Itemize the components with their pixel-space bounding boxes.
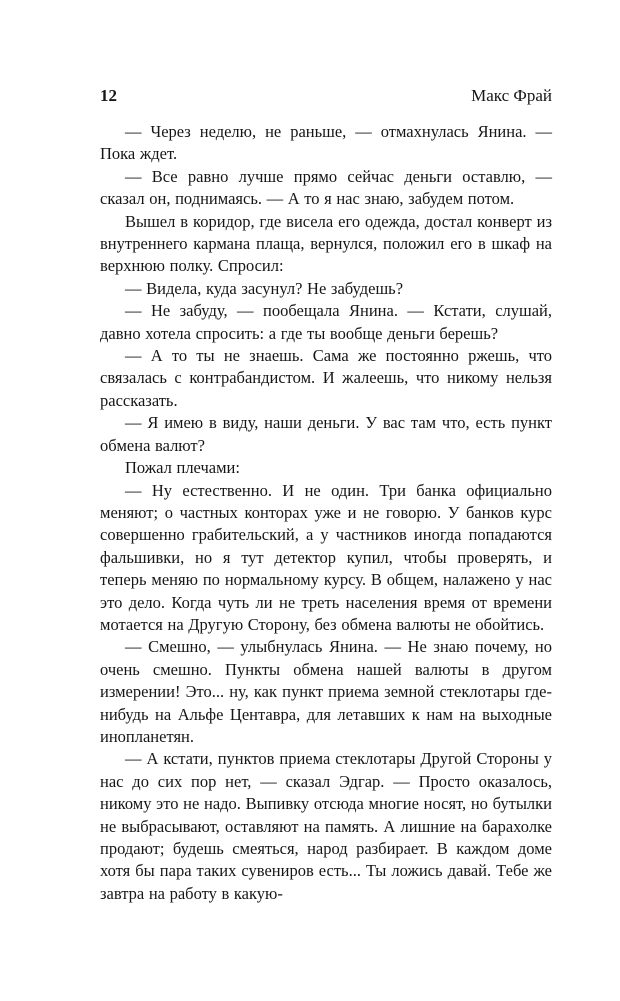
page-number: 12 [100, 86, 117, 105]
page-header [100, 86, 552, 106]
page-body [100, 121, 552, 905]
paragraph: Пожал плечами: [125, 458, 240, 478]
paragraph: — А то ты не знаешь. Сама же постоянно ржешь, что связалась с контрабандистом. И жалеешь, что никому нельзя рассказать. [100, 346, 552, 410]
paragraph: — А кстати, пунктов приема стеклотары Другой Стороны у нас до сих пор нет, — сказал Эдгар. — Просто оказалось, никому это не надо. Выпивку отсюда многие носят, но бутылки не выбрасывают, оставляют на память. А лишние на барахолке продают; будешь смеяться, народ разбирает. В каждом доме хотя бы пара таких сувениров есть... Ты ложись давай. Тебе же завтра на работу в какую- [100, 749, 552, 903]
paragraph: — Видела, куда засунул? Не забудешь? [125, 278, 404, 298]
running-head-author: Макс Фрай [471, 86, 552, 105]
paragraph: — Ну естественно. И не один. Три банка официально меняют; о частных конторах уже и не говорю. У банков курс совершенно грабительский, а у частников иногда попадаются фальшивки, но я тут детектор купил, чтобы проверять, и теперь меняю по нормальному курсу. В общем, налажено у нас это дело. Когда чуть ли не треть населения время от времени мотается на Другую Сторону, без обмена валюты не обойтись. [100, 480, 552, 634]
paragraph: — Все равно лучше прямо сейчас деньги оставлю, — сказал он, поднимаясь. — А то я нас знаю, забудем потом. [100, 166, 552, 209]
paragraph: — Не забуду, — пообещала Янина. — Кстати, слушай, давно хотела спросить: а где ты вообще деньги берешь? [100, 301, 552, 343]
paragraph: Вышел в коридор, где висела его одежда, достал конверт из внутреннего кармана плаща, вернулся, положил его в шкаф на верхнюю полку. Спросил: [100, 211, 552, 276]
paragraph: — Через неделю, не раньше, — отмахнулась Янина. — Пока ждет. [100, 122, 552, 164]
paragraph: — Смешно, — улыбнулась Янина. — Не знаю почему, но очень смешно. Пункты обмена нашей валюты в другом измерении! Это... ну, как пункт приема земной стеклотары где-нибудь на Альфе Центавра, для летавших к нам на выходные инопланетян. [100, 637, 552, 746]
paragraph: — Я имею в виду, наши деньги. У вас там что, есть пункт обмена валют? [100, 413, 552, 455]
